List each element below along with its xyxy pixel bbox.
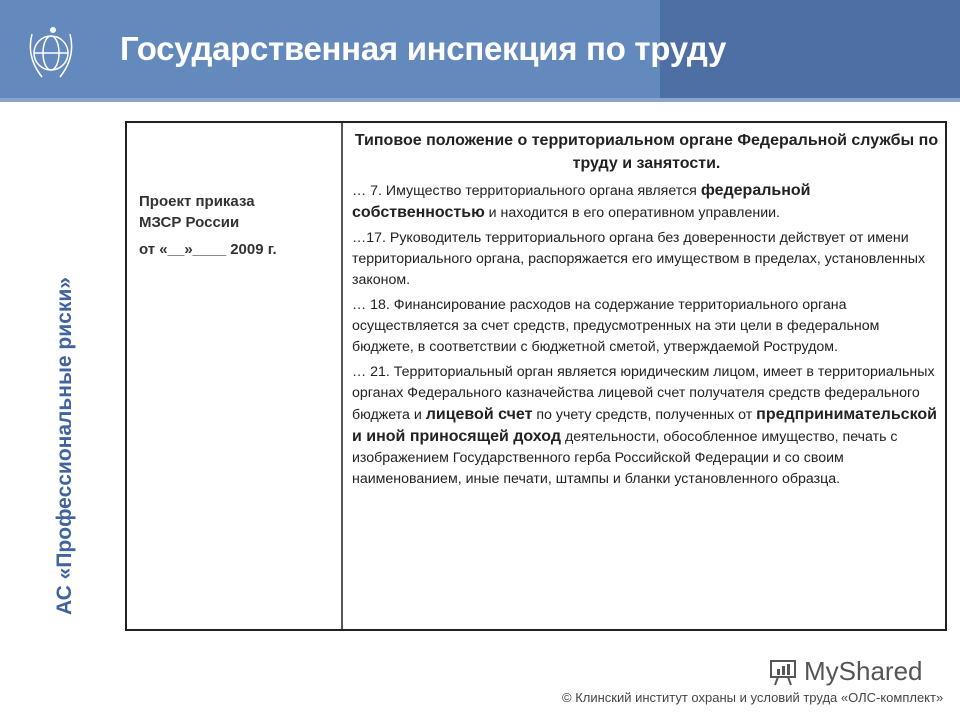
presentation-board-icon	[768, 657, 798, 687]
side-label: АС «Профессиональные риски»	[53, 277, 76, 615]
clause-21: … 21. Территориальный орган является юридическим лицом, имеет в территориальных органах Федерального казначейства лицевой счет получателя средств федерального бюджета и лицевой счет по учету средств, полученных от предпринимательской и иной приносящей доход деятельности, обособленное имущество, печать с изображением Государственного герба Российской Федерации и со своим наименованием, иные печати, штампы и бланки установленного образца.	[352, 364, 937, 487]
globe-laurel-logo-icon	[28, 22, 74, 84]
myshared-watermark	[768, 656, 923, 687]
footer-copyright: © Клинский институт охраны и условий труда «ОЛС-комплект»	[562, 690, 944, 705]
clause-18: … 18. Финансирование расходов на содержание территориального органа осуществляется за счет средств, предусмотренных на эти цели в федеральном бюджете, в соответствии с бюджетной сметой, утверждаемой Рострудом.	[352, 297, 880, 355]
content-table	[125, 121, 947, 631]
regulation-heading: Типовое положение о территориальном органе Федеральной службы по труду и занятости.	[354, 132, 939, 172]
clause-17: …17. Руководитель территориального органа без доверенности действует от имени территориального органа, распоряжается его имуществом в пределах, установленных законом.	[352, 230, 926, 288]
header-banner	[0, 0, 960, 98]
order-line-2: МЗСР России	[139, 214, 240, 231]
order-date: от «__»____ 2009 г.	[139, 241, 277, 258]
page-title: Государственная инспекция по труду	[120, 30, 727, 67]
clause-7: … 7. Имущество территориального органа является федеральной собственностью и находится в его оперативном управлении.	[352, 182, 811, 221]
regulation-cell	[343, 123, 945, 629]
order-line-1: Проект приказа	[139, 193, 255, 210]
watermark-text: MyShared	[804, 656, 923, 686]
order-cell	[127, 123, 343, 629]
header-divider	[0, 98, 960, 102]
